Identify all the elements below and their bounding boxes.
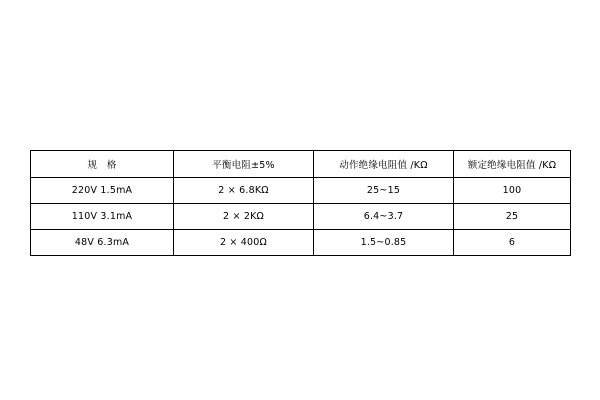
table-row bbox=[31, 178, 571, 204]
cell-action-insulation: 25~15 bbox=[314, 178, 454, 204]
cell-action-insulation: 6.4~3.7 bbox=[314, 204, 454, 230]
cell-balance-resistance: 2 × 6.8KΩ bbox=[174, 178, 314, 204]
cell-action-insulation: 1.5~0.85 bbox=[314, 230, 454, 256]
specification-table bbox=[30, 150, 571, 256]
cell-balance-resistance: 2 × 400Ω bbox=[174, 230, 314, 256]
column-header-action-insulation: 动作绝缘电阻值 /KΩ bbox=[314, 151, 454, 178]
cell-rated-insulation: 100 bbox=[454, 178, 571, 204]
spec-table-container bbox=[30, 150, 570, 256]
cell-rated-insulation: 6 bbox=[454, 230, 571, 256]
cell-spec: 220V 1.5mA bbox=[31, 178, 174, 204]
table-header-row bbox=[31, 151, 571, 178]
column-header-spec: 规 格 bbox=[31, 151, 174, 178]
cell-spec: 48V 6.3mA bbox=[31, 230, 174, 256]
column-header-balance-resistance: 平衡电阻±5% bbox=[174, 151, 314, 178]
cell-balance-resistance: 2 × 2KΩ bbox=[174, 204, 314, 230]
table-row bbox=[31, 204, 571, 230]
cell-spec: 110V 3.1mA bbox=[31, 204, 174, 230]
table-row bbox=[31, 230, 571, 256]
cell-rated-insulation: 25 bbox=[454, 204, 571, 230]
column-header-rated-insulation: 额定绝缘电阻值 /KΩ bbox=[454, 151, 571, 178]
